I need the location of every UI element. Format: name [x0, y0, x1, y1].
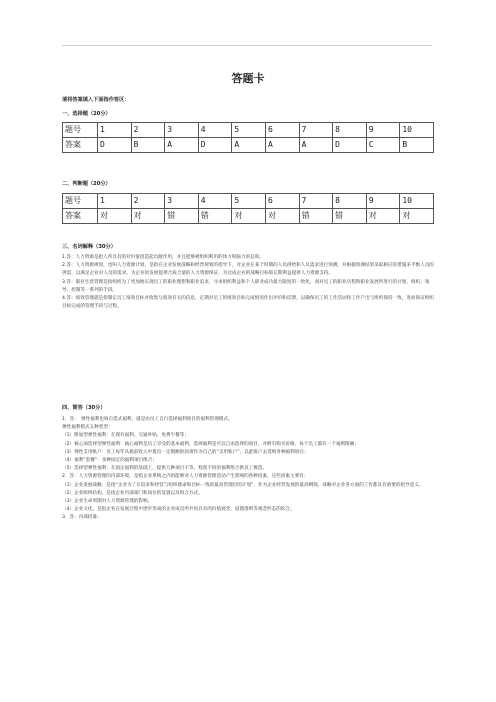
question-number: 10 — [400, 123, 434, 138]
question-number: 10 — [400, 194, 434, 209]
answer-cell: A — [165, 138, 199, 153]
short-answer-line: （1）企业发展战略，是指“企业为了在追求和经营与组织使命和目标一致的最高管理层的计划”，作为企业经营发展的最高纲领，战略对企业各方面的工作都具有重要的指导意义。 — [62, 482, 424, 488]
short-answer-line: （4）福利“套餐”：多种固定的福利项目组合； — [62, 458, 157, 464]
row-label: 答案 — [63, 209, 98, 224]
answer-cell: C — [366, 138, 400, 153]
question-number: 3 — [165, 194, 199, 209]
question-number-row — [63, 194, 434, 209]
section-terms-heading: 三、名词解释（30分） — [62, 244, 116, 250]
question-number: 5 — [232, 123, 266, 138]
short-answer-line: 弹性福利模式五种类型： — [62, 425, 113, 431]
question-number: 6 — [265, 194, 299, 209]
question-number: 7 — [299, 194, 333, 209]
question-number: 2 — [131, 123, 165, 138]
answer-cell: 错 — [198, 209, 232, 224]
answer-cell: B — [400, 138, 434, 153]
term-answer-paragraph: 1.答：人力资源是指人所具有的对价值创造起贡献作用，并且能够被组织利用的体力和脑力的总和。 — [62, 255, 264, 260]
short-answer-line: （2）企业组织结构，是指企业内部部门和岗位的设置以及组合方式。 — [62, 490, 203, 496]
header-rule — [62, 45, 432, 46]
question-number: 4 — [198, 123, 232, 138]
answer-cell: A — [299, 138, 333, 153]
short-answer-line: 2．答：人力资源管理的内部环境，是指企业系统之内的能够对人力资源管理活动产生影响的各种因素，这些因素主要有： — [62, 474, 309, 480]
answer-cell: A — [232, 138, 266, 153]
row-label: 答案 — [63, 138, 98, 153]
section-multiple-choice-heading: 一、选择题（20分） — [62, 111, 111, 117]
page-title: 答题卡 — [231, 72, 265, 85]
answer-cell: 对 — [265, 209, 299, 224]
answer-cell: 对 — [131, 209, 165, 224]
question-number: 1 — [98, 123, 132, 138]
question-number: 2 — [131, 194, 165, 209]
answer-cell: D — [98, 138, 132, 153]
question-number: 8 — [333, 194, 367, 209]
answer-row — [63, 209, 434, 224]
section-true-false-heading: 二、判断题（20分） — [62, 181, 111, 187]
question-number: 6 — [265, 123, 299, 138]
short-answer-line: （4）企业文化，是指企业在发展过程中逐步形成的企业成员所共同具有的价值观念、道德准则等观念形态的综合。 — [62, 507, 295, 513]
row-label: 题号 — [63, 194, 98, 209]
answer-cell: 对 — [400, 209, 434, 224]
answer-cell: B — [131, 138, 165, 153]
short-answer-line: （3）弹性支用帐户：员工每年从税前收入中拨出一定数额的款项作为自己的“支用账户”，以此账户去选购各种福利项目； — [62, 449, 309, 455]
section-short-answer-heading: 四、简答（30分） — [62, 405, 106, 411]
term-answer-paragraph: 2.答：人力资源规划，也叫人力资源计划，是指在企业发展战略和经营规划的指导下，对企业在某个时期的人员供给和人员需求进行预测，并根据预测结果采取相应的措施来平衡人员的供需，以满足企业对人员的需求，为企业的发展提供合质合量的人力资源保证，为达成企业的战略目标和长期利益提供人力资源支持。 — [62, 263, 434, 277]
answer-cell: 错 — [299, 209, 333, 224]
answer-cell: 错 — [165, 209, 199, 224]
question-number: 1 — [98, 194, 132, 209]
row-label: 题号 — [63, 123, 98, 138]
answer-cell: 对 — [366, 209, 400, 224]
term-answer-paragraph: 3.答：职业生涯管理是指组织为了更加地实现员工的职业理想和职业追求，寻求组织利益和个人职业成功最大限度的一致化，而对员工的职业历程和职业发展所进行的计划、组织、领导、控制等一系列的手段。 — [62, 279, 430, 293]
short-answer-line: （2）核心加选择型弹性福利：核心福利是员工享受的基本福利，选择福利是可以自由选择的项目，并附有购买价格，每个员工都有一个福利限额； — [62, 441, 359, 447]
question-number: 9 — [366, 194, 400, 209]
short-answer-line: 1．答： 弹性福利也叫自选式福利，就是由员工自行选择福利项目的福利管理模式。 — [62, 417, 233, 422]
short-answer-line: 3．答：内部招募： — [62, 515, 102, 521]
question-number: 3 — [165, 123, 199, 138]
short-answers — [62, 416, 434, 523]
answer-cell: D — [333, 138, 367, 153]
true-false-answer-table — [62, 193, 434, 224]
short-answer-line: （1）附加型弹性福利：在现有福利、交通补贴、免费午餐等； — [62, 433, 189, 439]
answer-cell: A — [265, 138, 299, 153]
short-answer-line: （3）企业生命周期对人力资源管理的影响。 — [62, 499, 153, 505]
terms-answers — [62, 254, 434, 311]
answer-row — [63, 138, 434, 153]
question-number-row — [63, 123, 434, 138]
question-number: 7 — [299, 123, 333, 138]
question-number: 4 — [198, 194, 232, 209]
answer-cell: 对 — [232, 209, 266, 224]
term-answer-paragraph: 4.答：绩效管理就是指制定员工绩效目标并收集与绩效有关的信息，定期对员工的绩效目标完成情况作出评价和反馈，以确保员工的工作活动和工作产出与组织保持一致，进而保证组织目标完成的管理手段与过程。 — [62, 296, 434, 310]
instruction-text: 请将答案填入下面指作答区： — [62, 97, 130, 103]
multiple-choice-answer-table — [62, 122, 434, 153]
question-number: 5 — [232, 194, 266, 209]
answer-cell: 错 — [333, 209, 367, 224]
question-number: 8 — [333, 123, 367, 138]
answer-cell: 对 — [98, 209, 132, 224]
question-number: 9 — [366, 123, 400, 138]
answer-cell: D — [198, 138, 232, 153]
short-answer-line: （5）选择型弹性福利：在固定福利的基础上，提供几种项目不等、程度不同的福利组合供员工挑选。 — [62, 466, 268, 472]
